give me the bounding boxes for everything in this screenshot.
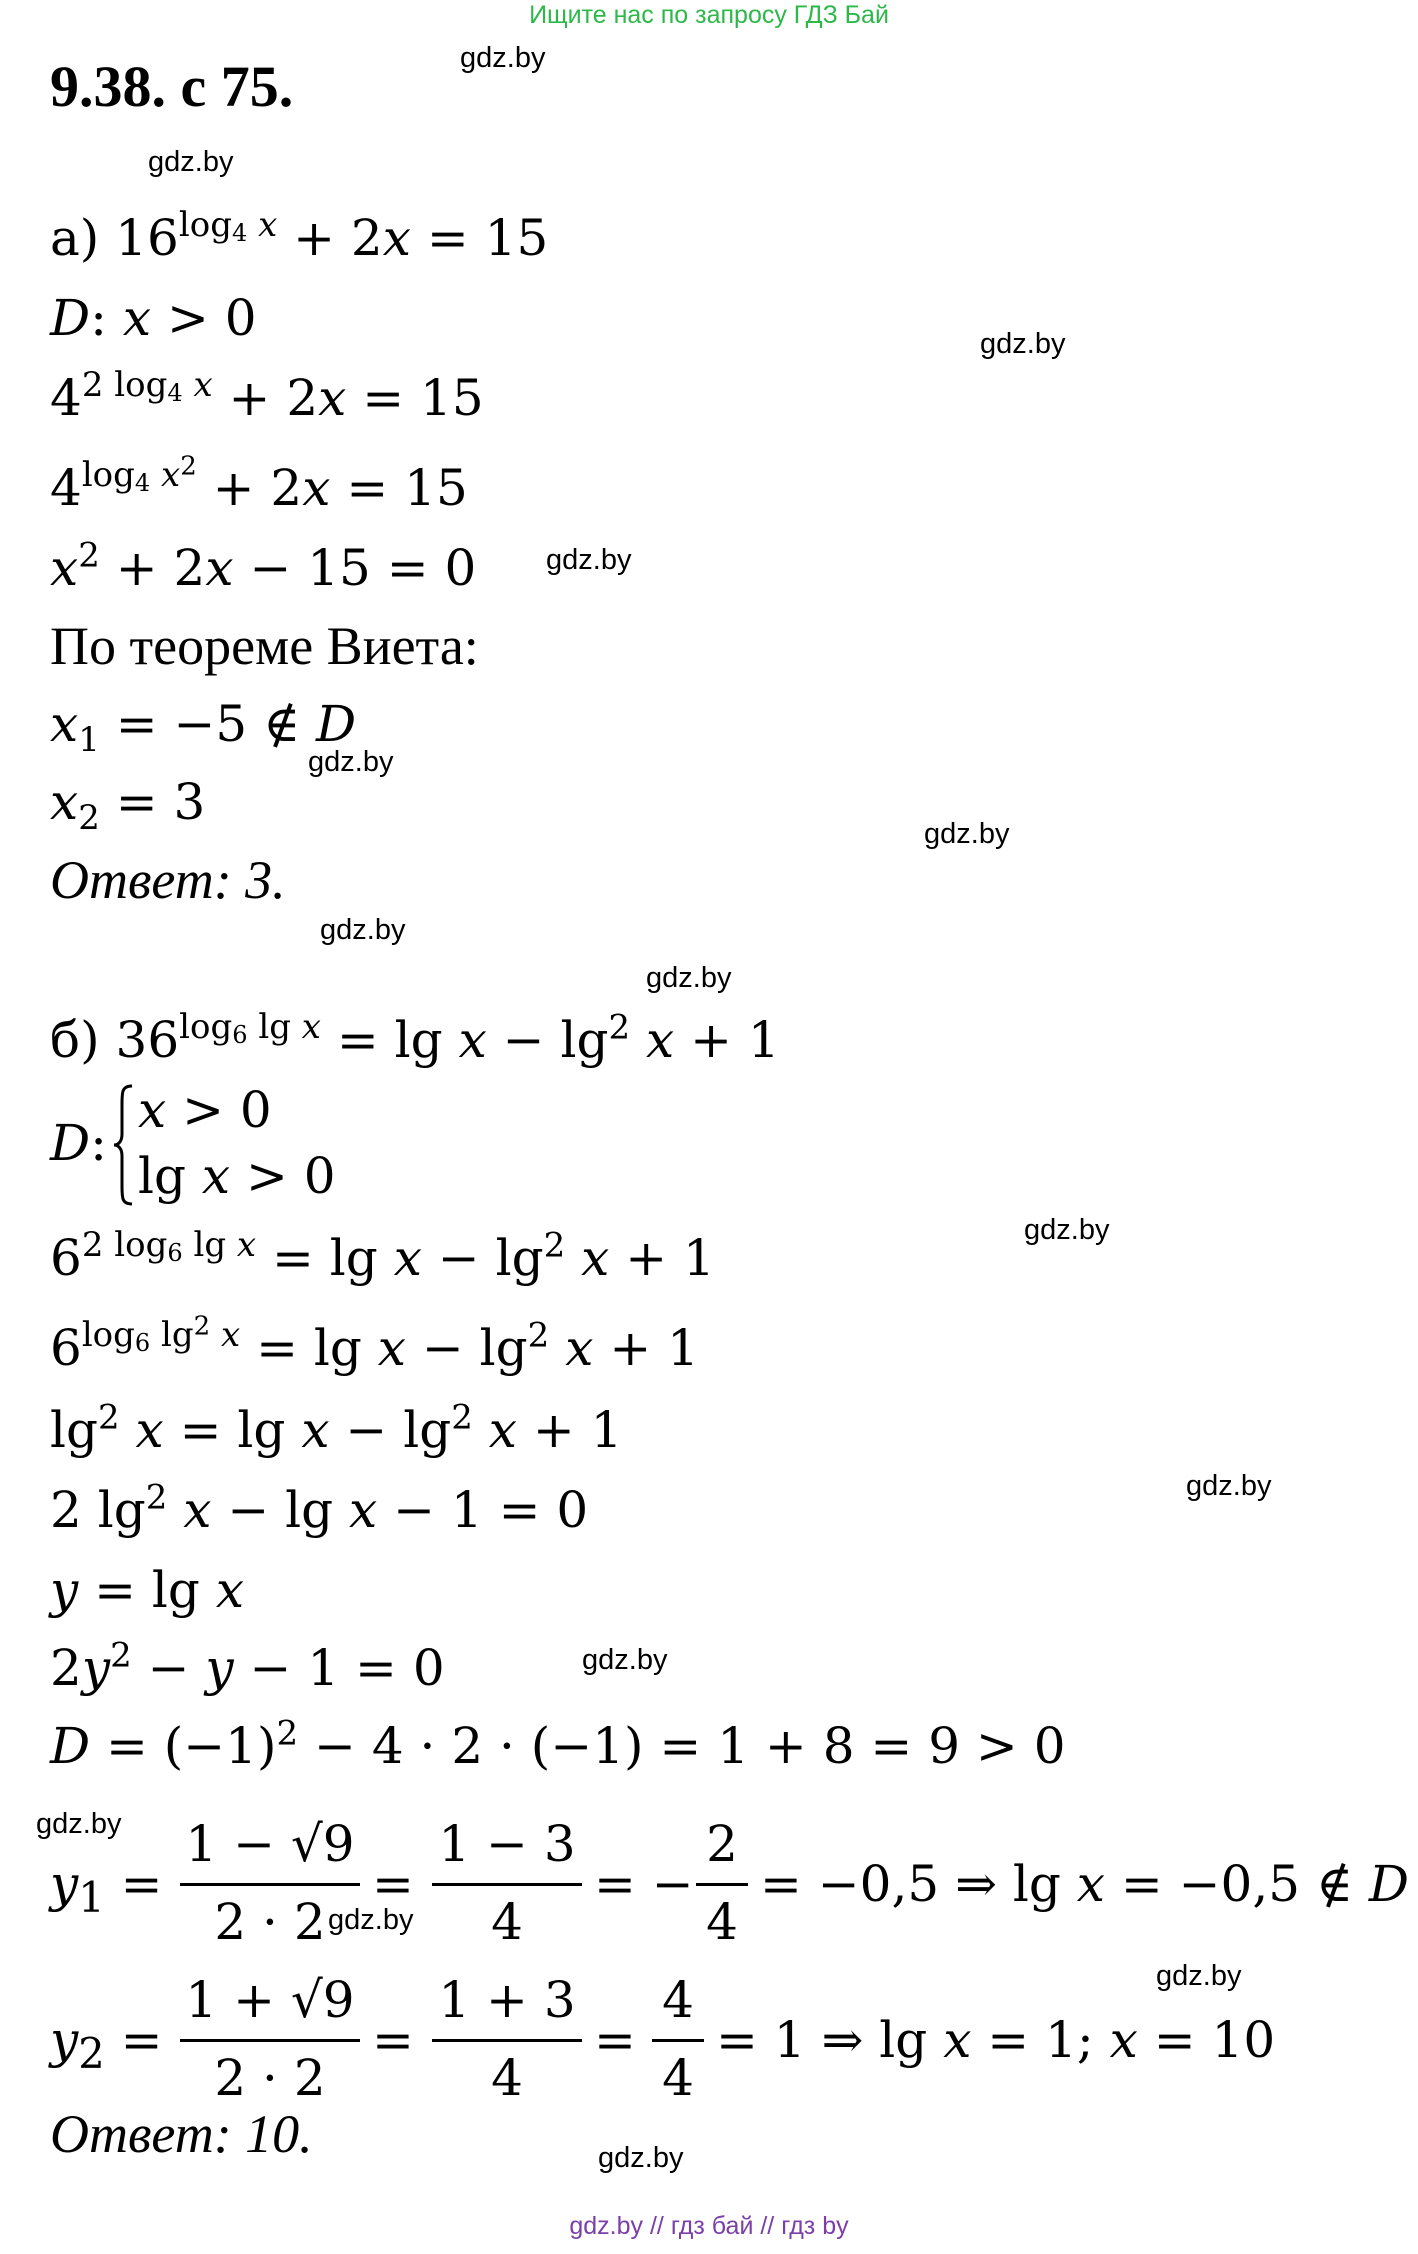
watermark: gdz.by — [582, 1644, 668, 1676]
equation-b-step2: $6^{log_6 lg^2 x} = \lg x - \lg^2 x + 1$ — [50, 1311, 699, 1377]
equation-a-given: а) $16^{log_4 x} + 2x = 15$ — [50, 205, 549, 267]
equation-b-step3: $\lg^2 x = \lg x - \lg^2 x + 1$ — [50, 1397, 623, 1459]
watermark: gdz.by — [148, 146, 234, 178]
equation-b-step1: $6^{2 log_6 lg x} = \lg x - \lg^2 x + 1$ — [50, 1225, 715, 1287]
watermark: gdz.by — [320, 914, 406, 946]
equation-a-step2: $4^{log_4 x^2} + 2x = 15$ — [50, 451, 468, 517]
root-a-x2: $x_2 = 3$ — [50, 773, 206, 839]
watermark: gdz.by — [924, 818, 1010, 850]
answer-b: Ответ: 10. — [50, 2104, 313, 2164]
substitution: y = lg x — [50, 1561, 245, 1619]
watermark: gdz.by — [546, 544, 632, 576]
problem-title: 9.38. с 75. — [50, 54, 294, 119]
footer-links[interactable]: gdz.by // гдз бай // гдз by — [569, 2212, 849, 2240]
watermark: gdz.by — [646, 962, 732, 994]
root-b-y2: $y_2$ = 1 + √9 2 · 2 = 1 + 3 4 = 4 4 = 1 ⇒ lg x = 1; x = 10 — [50, 1971, 1276, 2107]
root-a-x1: $x_1 = -5$ ∉ D — [50, 695, 357, 761]
root-b-y1: $y_1$ = 1 − √9 2 · 2 = 1 − 3 4 = − 2 4 = −0,5 ⇒ lg x = −0,5 ∉ D — [50, 1815, 1409, 1951]
watermark: gdz.by — [980, 328, 1066, 360]
answer-a: Ответ: 3. — [50, 850, 286, 910]
equation-a-quadratic: $x^2 + 2x - 15 = 0$ — [50, 535, 477, 597]
watermark: gdz.by — [1186, 1470, 1272, 1502]
domain-a: D: x > 0 — [50, 289, 257, 347]
part-a-label: а) — [50, 209, 100, 267]
curly-brace-icon — [112, 1084, 134, 1206]
discriminant: $D = (-1)^2 - 4 \cdot 2 \cdot (-1) = 1 + 8 = 9 > 0$ — [50, 1713, 1066, 1775]
equation-b-step4: 2 $\lg^2 x - \lg x - 1 = 0$ — [50, 1477, 589, 1539]
part-b-label: б) — [50, 1011, 100, 1069]
top-banner[interactable]: Ищите нас по запросу ГДЗ Бай — [529, 1, 889, 29]
watermark: gdz.by — [1024, 1214, 1110, 1246]
watermark: gdz.by — [460, 42, 546, 74]
vieta-theorem-text: По теореме Виета: — [50, 616, 479, 676]
equation-b-given: б) $36^{log_6 lg x} = \lg x - \lg^2 x + 1$ — [50, 1007, 780, 1069]
domain-b-system: D: x > 0 lg x > 0 — [50, 1081, 336, 1205]
watermark: gdz.by — [308, 746, 394, 778]
watermark: gdz.by — [1156, 1960, 1242, 1992]
watermark: gdz.by — [328, 1904, 414, 1936]
equation-a-step1: $4^{2 log_4 x} + 2x = 15$ — [50, 365, 484, 427]
watermark: gdz.by — [36, 1808, 122, 1840]
watermark: gdz.by — [598, 2142, 684, 2174]
equation-b-quadratic: $2y^2 - y - 1 = 0$ — [50, 1635, 445, 1697]
